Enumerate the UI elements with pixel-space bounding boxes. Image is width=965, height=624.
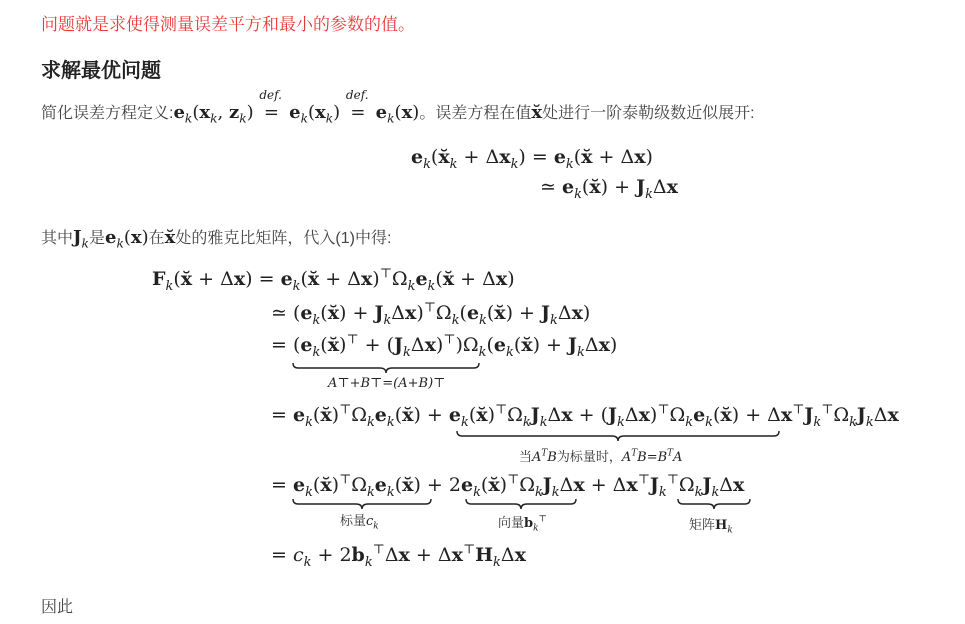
para2-text-2: 是 bbox=[88, 230, 105, 247]
derivation-line-6: = $c_k + 2b_k^⊤\Delta x + \Delta x^⊤H_k\Delta x$ bbox=[271, 542, 526, 570]
transpose-rule-annotation: A⊤+B⊤=(A+B)⊤ bbox=[328, 376, 446, 391]
intro-text: 问题就是求使得测量误差平方和最小的参数的值。 bbox=[41, 15, 415, 34]
derivation-line-1: $F_k(x̆ + \Delta x)$ = $e_k(x̆$ + $\Delta x)^⊤\Omega_ke_k(x̆ + \Delta x)$ bbox=[152, 266, 515, 294]
error-def-formula: $e_k(x_k$, $z_k$) = def. $e_k(x_k)$ = def. $e_k(x)$ bbox=[173, 88, 420, 126]
derivation-line-2: ≃ ($e_k(x̆)$ + $J_k\Delta x)^⊤\Omega_k(e_k(x̆) + J_k\Delta x)$ bbox=[271, 300, 591, 328]
para1-suffix: 。误差方程在值 bbox=[419, 105, 532, 122]
para1-prefix: 简化误差方程定义: bbox=[41, 105, 174, 122]
derivation-line-4: = $e_k(x̆)^⊤\Omega_ke_k(x̆)$ + $e_k(x̆)^⊤\Omega_kJ_k\Delta x$ + $(J_k\Delta x)^⊤\Omega_ke_k(x̆) + \Delta x^⊤J_k^⊤\Omega_kJ_k\Delta x$ bbox=[271, 402, 899, 430]
scalar-rule-mid: 为标量时， bbox=[556, 449, 622, 464]
matrix-label: 矩阵 bbox=[689, 517, 716, 532]
def-mark-1: def. bbox=[259, 88, 282, 102]
taylor-intro-paragraph: 简化误差方程定义$:e_k(x_k$, $z_k$) = def. $e_k(x_k)$ = def. $e_k(x)$。误差方程在值x̆处进行一阶泰勒级数近似展开: bbox=[41, 88, 755, 126]
derivation-line-3: = ($e_k(x̆)^⊤$ + $(J_k\Delta x)^⊤)\Omega_k(e_k(x̆) + J_k\Delta x)$ bbox=[271, 332, 618, 360]
section-title: 求解最优问题 bbox=[41, 60, 161, 82]
taylor-line-1: $e_k(x̆_k + \Delta x_k)$ = $e_k(x̆ + \Delta x)$ bbox=[411, 146, 653, 172]
footer-text: 因此 bbox=[41, 599, 74, 616]
jacobian-paragraph: 其中$J_k$是$e_k(x)$在x̆处的雅克比矩阵，代入(1)中得: bbox=[41, 227, 392, 251]
scalar-label: 标量 bbox=[340, 513, 367, 528]
scalar-rule-prefix: 当 bbox=[519, 449, 533, 464]
underbrace-scalar bbox=[292, 498, 432, 510]
scalar-annotation: 标量$c_k$ bbox=[340, 513, 379, 532]
def-mark-2: def. bbox=[345, 88, 369, 102]
vector-label: 向量 bbox=[498, 515, 525, 530]
para1-suffix2: 处进行一阶泰勒级数近似展开: bbox=[542, 105, 755, 122]
scalar-rule-annotation: 当$A^TB$为标量时，$A^TB=B^TA$ bbox=[519, 448, 683, 465]
underbrace-vector bbox=[465, 498, 577, 510]
vector-annotation: 向量$b_k^⊤$ bbox=[498, 514, 547, 534]
taylor-line-2: ≃ $e_k(x̆) + J_k\Delta x$ bbox=[540, 176, 678, 202]
para2-text-4: 处的雅克比矩阵，代入(1)中得: bbox=[175, 230, 392, 247]
matrix-annotation: 矩阵$H_k$ bbox=[689, 517, 733, 536]
derivation-line-5: = $e_k(x̆)^⊤\Omega_ke_k(x̆)$ + $2e_k(x̆)^⊤\Omega_kJ_k\Delta x + \Delta x^⊤J_k^⊤\Omega_kJ_k\Delta x$ bbox=[271, 472, 745, 500]
para2-text-1: 其中 bbox=[41, 230, 74, 247]
underbrace-transpose bbox=[292, 362, 480, 374]
underbrace-scalar-rule bbox=[456, 430, 780, 442]
para2-text-3: 在 bbox=[148, 230, 165, 247]
underbrace-matrix bbox=[677, 498, 751, 510]
